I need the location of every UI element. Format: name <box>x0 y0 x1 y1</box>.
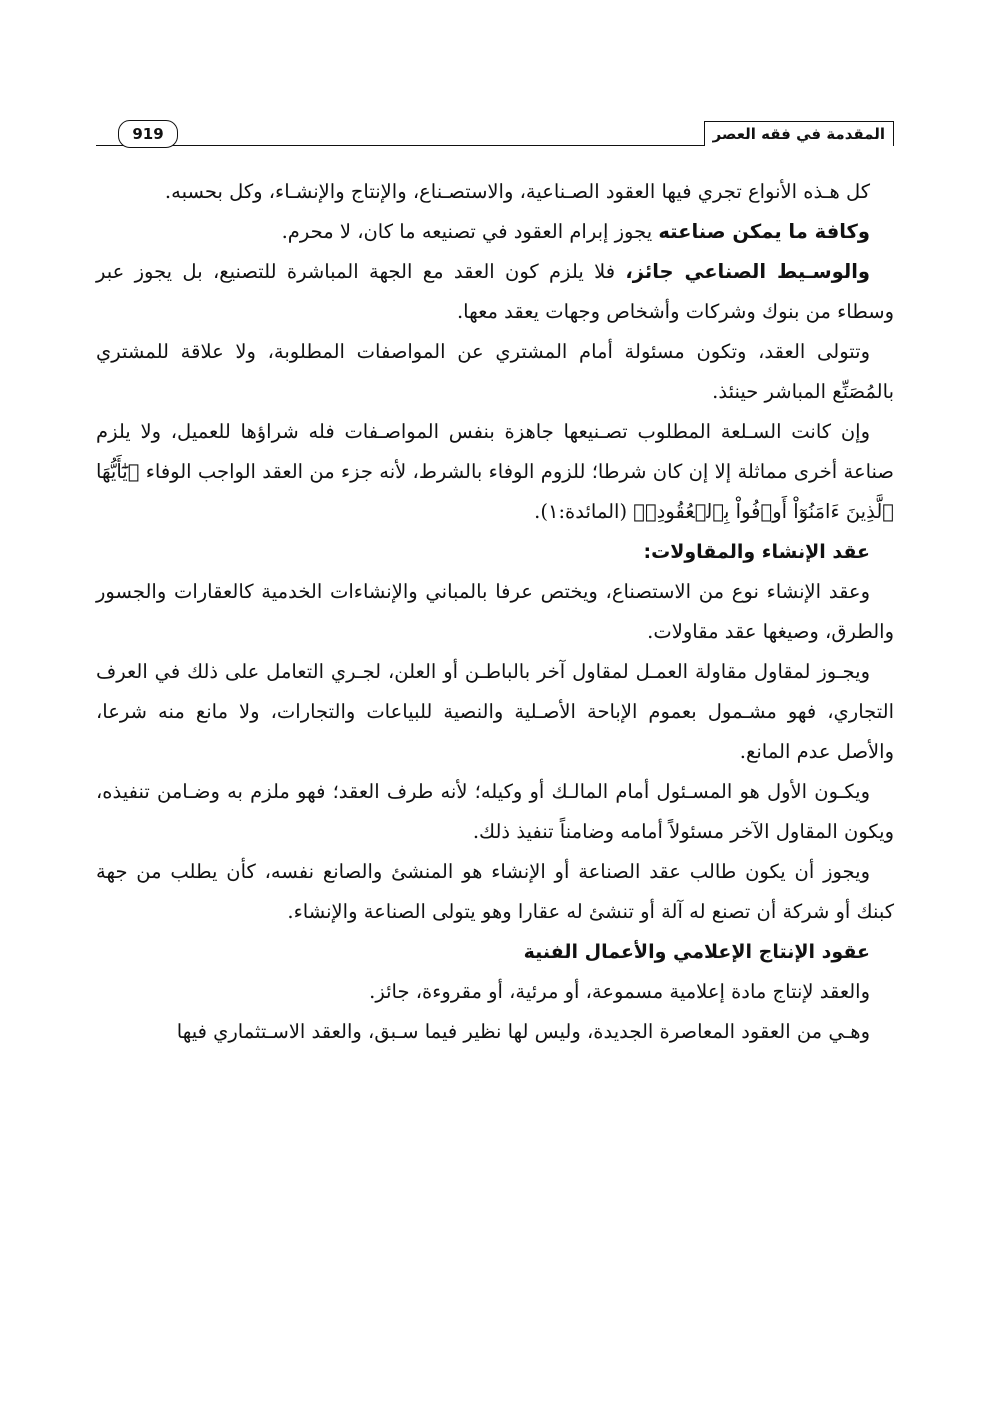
paragraph-text: وتتولى العقد، وتكون مسئولة أمام المشتري عن المواصفات المطلوبة، ولا علاقة للمشتري بالمُصَنِّع المباشر حينئذ. <box>96 340 894 403</box>
paragraph-5 <box>96 412 894 532</box>
page-body <box>96 172 894 1052</box>
paragraph-text: وإن كانت السـلعة المطلوب تصـنيعها جاهزة بنفس المواصـفات فله شراؤها للعميل، ولا يلزم صناعة أخرى مماثلة إلا إن كان شرطا؛ للزوم الوفاء بالشرط، لأنه جزء من العقد الواجب الوفاء <box>96 420 894 483</box>
paragraph-text: فلا يلزم كون العقد مع الجهة المباشرة للتصنيع، بل يجوز عبر وسطاء من بنوك وشركات وأشخاص وجهات يعقد معها. <box>96 260 894 323</box>
page-number: 919 <box>118 120 178 148</box>
section-heading-media: عقود الإنتاج الإعلامي والأعمال الفنية <box>523 941 870 963</box>
paragraph-7: ويجـوز لمقاول مقاولة العمـل لمقاول آخر بالباطـن أو العلن، لجـري التعامل على ذلك في العرف التجاري، فهو مشـمول بعموم الإباحة الأصـلية والنصية للبياعات والتجارات، ولا مانع منه شرعا، والأصل عدم المانع. <box>96 660 894 763</box>
paragraph-text: كل هـذه الأنواع تجري فيها العقود الصـناعية، والاستصـناع، والإنتاج والإنشـاء، وكل بحسبه. <box>164 180 870 203</box>
page-header <box>96 118 894 148</box>
verse-reference: (المائدة:١). <box>534 500 634 523</box>
paragraph-9: ويجوز أن يكون طالب عقد الصناعة أو الإنشاء هو المنشئ والصانع نفسه، كأن يطلب من جهة كبنك أو شركة أن تصنع له آلة أو تنشئ له عقارا وهو يتولى الصناعة والإنشاء. <box>96 860 894 923</box>
bold-term: وكافة ما يمكن صناعته <box>658 220 870 243</box>
quran-verse: ﴿يَٰٓأَيُّهَا ٱلَّذِينَ ءَامَنُوٓاْ أَوۡفُواْ بِٱلۡعُقُودِۚ﴾ <box>96 460 894 523</box>
paragraph-10: والعقد لإنتاج مادة إعلامية مسموعة، أو مرئية، أو مقروءة، جائز. <box>369 980 870 1003</box>
paragraph-6: وعقد الإنشاء نوع من الاستصناع، ويختص عرفا بالمباني والإنشاءات الخدمية كالعقارات والجسور والطرق، وصيغها عقد مقاولات. <box>96 580 894 643</box>
book-title: المقدمة في فقه العصر <box>704 121 894 146</box>
paragraph-8: ويكـون الأول هو المسـئول أمام المالـك أو وكيله؛ لأنه طرف العقد؛ فهو ملزم به وضـامن تنفيذه، ويكون المقاول الآخر مسئولاً أمامه وضامناً تنفيذ ذلك. <box>96 780 894 843</box>
paragraph-11: وهـي من العقود المعاصرة الجديدة، وليس لها نظير فيما سـبق، والعقد الاسـتثماري فيها <box>176 1020 870 1043</box>
paragraph-3 <box>96 252 894 332</box>
paragraph-text: يجوز إبرام العقود في تصنيعه ما كان، لا محرم. <box>281 220 659 243</box>
bold-term: والوسـيط الصناعي جائز، <box>625 260 871 283</box>
section-heading-construction: عقد الإنشاء والمقاولات: <box>643 541 870 563</box>
paragraph-1 <box>96 172 894 212</box>
paragraph-4 <box>96 332 894 412</box>
paragraph-2 <box>96 212 894 252</box>
